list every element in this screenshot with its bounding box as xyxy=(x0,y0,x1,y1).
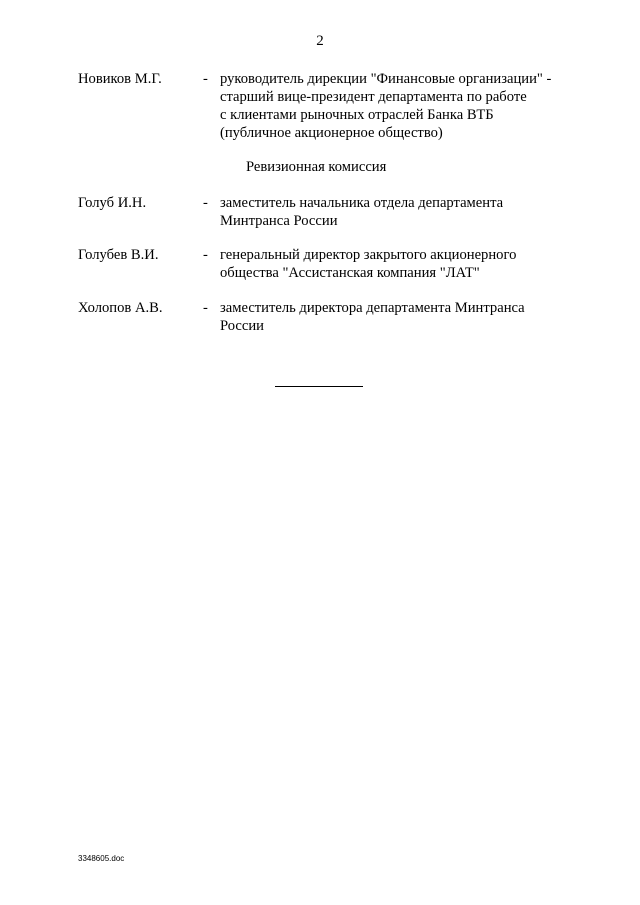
member-name: Голуб И.Н. xyxy=(78,195,147,211)
dash-separator: - xyxy=(203,71,208,87)
position-line: заместитель начальника отдела департамента xyxy=(220,195,504,211)
position-line: генеральный директор закрытого акционерного xyxy=(220,247,517,263)
position-line: России xyxy=(220,318,264,334)
member-position xyxy=(220,299,580,335)
member-name: Холопов А.В. xyxy=(78,300,163,316)
position-line: с клиентами рыночных отраслей Банка ВТБ xyxy=(220,107,494,123)
member-position xyxy=(220,246,580,282)
member-name: Новиков М.Г. xyxy=(78,71,162,87)
dash-separator: - xyxy=(203,247,208,263)
position-line: руководитель дирекции "Финансовые организации" - xyxy=(220,71,552,87)
position-line: старший вице-президент департамента по работе xyxy=(220,89,527,105)
member-position xyxy=(220,70,580,142)
position-line: Минтранса России xyxy=(220,213,338,229)
page-number: 2 xyxy=(316,33,324,49)
member-name: Голубев В.И. xyxy=(78,247,159,263)
member-position xyxy=(220,194,580,230)
position-line: заместитель директора департамента Минтранса xyxy=(220,300,525,316)
position-line: (публичное акционерное общество) xyxy=(220,125,443,141)
position-line: общества "Ассистанская компания "ЛАТ" xyxy=(220,265,480,281)
document-file-code: 3348605.doc xyxy=(78,854,125,863)
dash-separator: - xyxy=(203,195,208,211)
section-heading: Ревизионная комиссия xyxy=(246,159,387,175)
end-of-list-rule xyxy=(275,386,363,387)
dash-separator: - xyxy=(203,300,208,316)
